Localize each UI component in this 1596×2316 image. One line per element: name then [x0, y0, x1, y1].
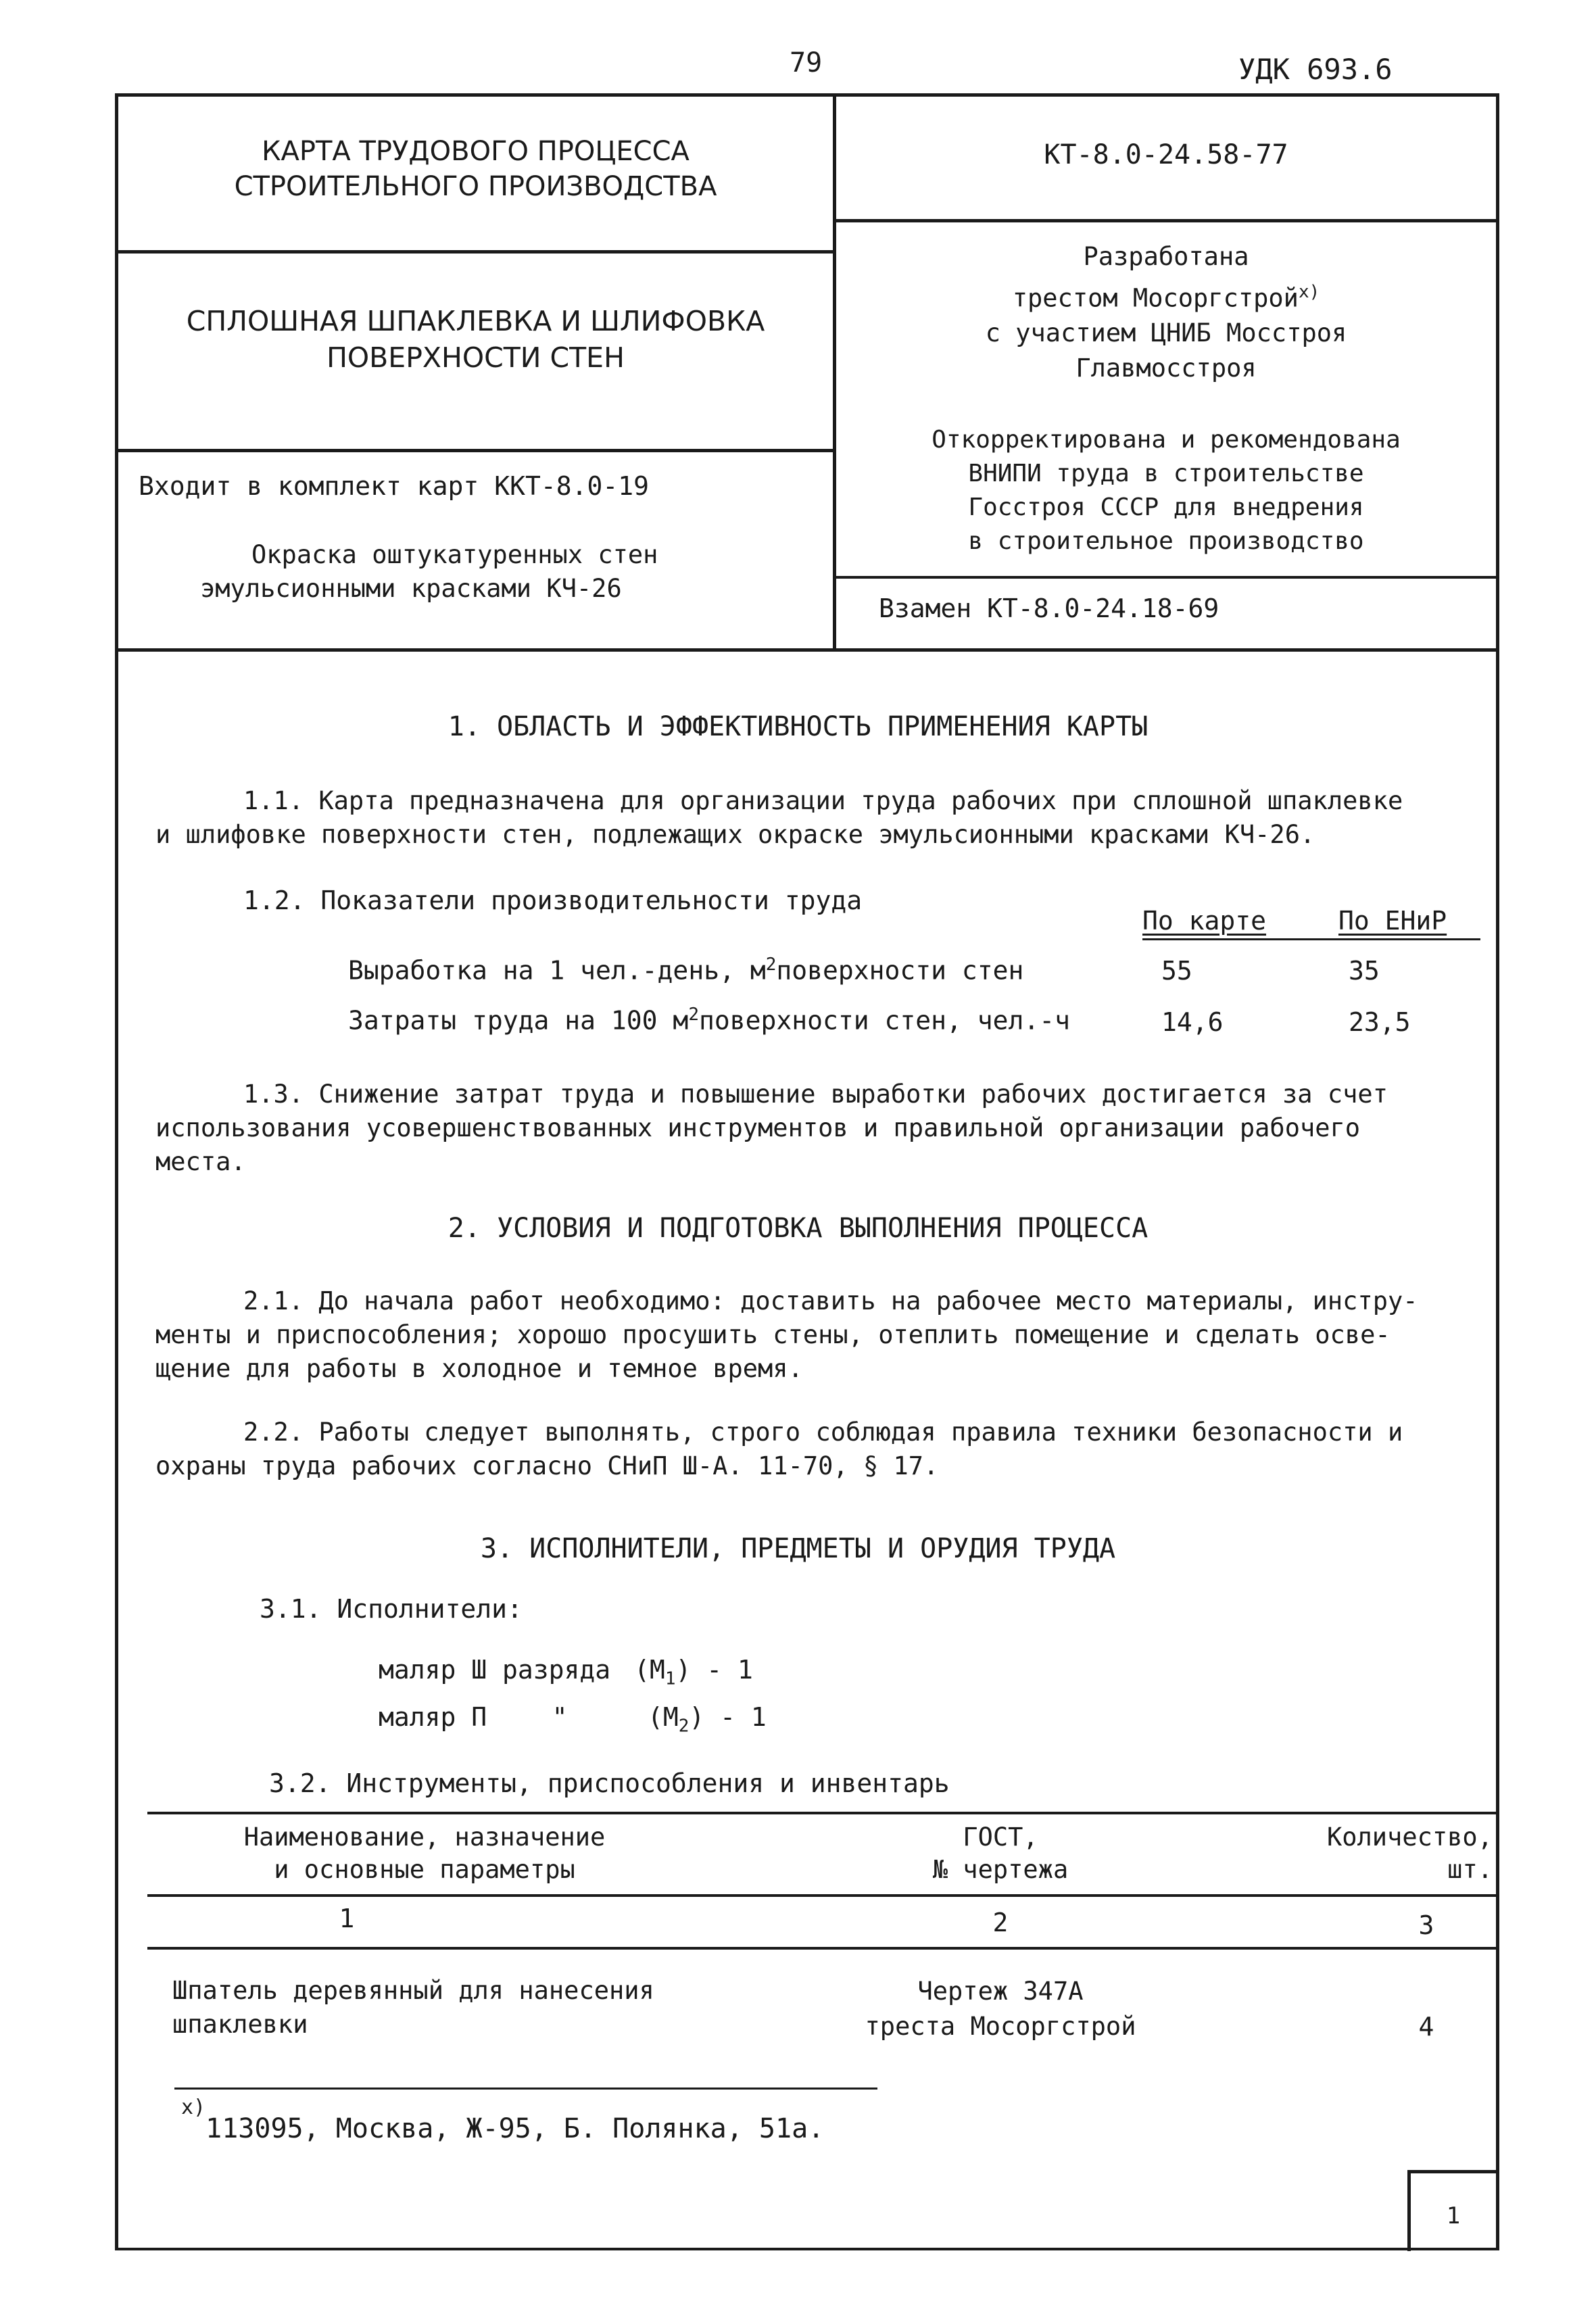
worker1-code: (М — [634, 1655, 665, 1685]
row2-label: Затраты труда на 100 м — [348, 1005, 689, 1036]
row1-label: Выработка на 1 чел.-день, м — [348, 955, 766, 986]
paragraph-2-1 — [155, 1284, 1480, 1386]
row1-card-value: 55 — [1161, 956, 1192, 986]
worker2-code: (М — [647, 1702, 679, 1732]
page-border-left — [115, 652, 118, 2250]
table-header-gost — [838, 1821, 1163, 1886]
r1-gost-line2: треста Мосоргстрой — [865, 2012, 1136, 2041]
developed-line2 — [836, 274, 1496, 316]
corrected-line3: Госстроя СССР для внедрения — [968, 493, 1364, 521]
p13-line2: использования усовершенствованных инструментов и правильной организации рабочего — [155, 1113, 1361, 1142]
p21-line1: 2.1. До начала работ необходимо: доставить на рабочее место материалы, инстру- — [243, 1286, 1418, 1316]
table-header-rule — [147, 1894, 1496, 1897]
footnote-mark: x) — [181, 2096, 206, 2119]
p13-line1: 1.3. Снижение затрат труда и повышение выработки рабочих достигается за счет — [243, 1080, 1388, 1109]
indicator-row-labor — [348, 1005, 1070, 1036]
p13-line3: места. — [155, 1147, 246, 1176]
worker1-count: ) - 1 — [675, 1655, 753, 1685]
row1-sup: 2 — [765, 955, 777, 975]
paragraph-1-1 — [155, 784, 1480, 852]
set-line: Входит в комплект карт ККТ-8.0-19 — [139, 471, 649, 501]
developed-by — [836, 239, 1496, 386]
r1-name-line2: шпаклевки — [172, 2010, 308, 2039]
row2-label-tail: поверхности стен, чел.-ч — [698, 1005, 1071, 1036]
card-title-line1: СПЛОШНАЯ ШПАКЛЕВКА И ШЛИФОВКА — [186, 305, 765, 337]
header-divider-left-1 — [115, 250, 835, 254]
card-title — [118, 303, 833, 376]
worker1-sub: 1 — [664, 1668, 676, 1689]
table-header-qty — [1305, 1821, 1493, 1886]
corrected-by — [836, 423, 1496, 558]
paragraph-1-2: 1.2. Показатели производительности труда — [243, 886, 863, 915]
ditto-mark: " — [552, 1702, 568, 1732]
corrected-line1: Откорректирована и рекомендована — [932, 426, 1401, 454]
header-divider-left-2 — [115, 449, 835, 452]
r1-name-line1: Шпатель деревянный для нанесения — [172, 1976, 654, 2005]
card-type — [118, 134, 833, 204]
table-row-1-gost — [838, 1974, 1163, 2044]
sheet-number: 1 — [1446, 2202, 1461, 2229]
card-type-line2: СТРОИТЕЛЬНОГО ПРОИЗВОДСТВА — [234, 171, 717, 202]
set-name — [200, 538, 658, 606]
header-divider-right-2 — [833, 576, 1499, 579]
worker-row-1 — [379, 1655, 753, 1689]
worker2-title: маляр П — [379, 1702, 487, 1732]
col-number-3: 3 — [1418, 1910, 1434, 1940]
footnote-text: 113095, Москва, Ж-95, Б. Полянка, 51а. — [205, 2113, 825, 2144]
p21-line2: менты и приспособления; хорошо просушить стены, отеплить помещение и сделать осве- — [155, 1320, 1391, 1349]
set-name-line1: Окраска оштукатуренных стен — [251, 540, 658, 569]
table-header-name — [147, 1821, 702, 1886]
developed-line4: Главмосстроя — [1075, 354, 1257, 383]
th-gost-line1: ГОСТ, — [963, 1823, 1038, 1852]
developed-org: трестом Мосоргстрой — [1012, 283, 1299, 313]
corrected-line4: в строительное производство — [968, 527, 1364, 555]
paragraph-3-1: 3.1. Исполнители: — [260, 1594, 523, 1624]
indicator-row-output — [348, 955, 1023, 986]
r1-gost-line1: Чертеж 347А — [917, 1977, 1084, 2006]
table-numbers-rule — [147, 1947, 1496, 1950]
footnote-ref-mark: x) — [1298, 282, 1320, 302]
paragraph-3-2: 3.2. Инструменты, приспособления и инвентарь — [269, 1768, 950, 1798]
table-row-1-name — [172, 1974, 654, 2042]
udk-code: УДК 693.6 — [1238, 53, 1393, 86]
row2-sup: 2 — [688, 1005, 699, 1025]
section1-heading: 1. ОБЛАСТЬ И ЭФФЕКТИВНОСТЬ ПРИМЕНЕНИЯ КАРТЫ — [448, 711, 1148, 742]
section2-heading: 2. УСЛОВИЯ И ПОДГОТОВКА ВЫПОЛНЕНИЯ ПРОЦЕССА — [448, 1213, 1148, 1244]
footnote-rule — [174, 2088, 877, 2090]
worker2-count: ) - 1 — [689, 1702, 767, 1732]
card-code: КТ-8.0-24.58-77 — [1044, 139, 1288, 170]
card-type-line1: КАРТА ТРУДОВОГО ПРОЦЕССА — [262, 136, 690, 167]
col-header-underline — [1142, 938, 1480, 940]
card-title-line2: ПОВЕРХНОСТИ СТЕН — [327, 341, 625, 374]
developed-line1: Разработана — [1083, 242, 1249, 271]
footnote — [181, 2096, 824, 2144]
col-header-enir: По ЕНиР — [1338, 906, 1447, 936]
p11-line2: и шлифовке поверхности стен, подлежащих окраске эмульсионными красками КЧ-26. — [155, 820, 1315, 849]
col-number-1: 1 — [339, 1904, 355, 1933]
sheet-box-top — [1407, 2170, 1499, 2173]
col-number-2: 2 — [992, 1908, 1009, 1937]
replaces-line: Взамен КТ-8.0-24.18-69 — [879, 594, 1219, 623]
table-top-rule — [147, 1812, 1496, 1814]
worker-row-2 — [379, 1702, 767, 1737]
row1-label-tail: поверхности стен — [776, 955, 1024, 986]
page-number: 79 — [790, 47, 823, 78]
row1-enir-value: 35 — [1349, 956, 1380, 986]
th-gost-line2: № чертежа — [932, 1855, 1069, 1884]
th-qty-line2: шт. — [1447, 1855, 1493, 1884]
section3-heading: 3. ИСПОЛНИТЕЛИ, ПРЕДМЕТЫ И ОРУДИЯ ТРУДА — [480, 1533, 1116, 1564]
page-border-bottom — [115, 2248, 1499, 2250]
page-border-right — [1496, 652, 1499, 2250]
set-name-line2: эмульсионными красками КЧ-26 — [200, 574, 622, 603]
worker1-title: маляр Ш разряда — [379, 1655, 611, 1685]
th-qty-line1: Количество, — [1326, 1823, 1493, 1852]
th-name-line1: Наименование, назначение — [243, 1823, 606, 1852]
p11-line1: 1.1. Карта предназначена для организации труда рабочих при сплошной шпаклевке — [243, 786, 1403, 815]
header-divider-right-1 — [833, 219, 1499, 222]
row2-enir-value: 23,5 — [1349, 1007, 1411, 1037]
p22-line2: охраны труда рабочих согласно СНиП Ш-А. 11-70, § 17. — [155, 1451, 939, 1480]
worker2-sub: 2 — [678, 1716, 690, 1737]
developed-line3: с участием ЦНИБ Мосстроя — [985, 318, 1347, 348]
paragraph-2-2 — [155, 1416, 1480, 1483]
col-header-card: По карте — [1142, 906, 1267, 936]
th-name-line2: и основные параметры — [274, 1855, 575, 1884]
row2-card-value: 14,6 — [1161, 1007, 1224, 1037]
paragraph-1-3 — [155, 1078, 1480, 1179]
p22-line1: 2.2. Работы следует выполнять, строго соблюдая правила техники безопасности и — [243, 1418, 1403, 1447]
table-row-1-qty: 4 — [1418, 2012, 1434, 2042]
corrected-line2: ВНИПИ труда в строительстве — [968, 460, 1364, 487]
p21-line3: щение для работы в холодное и темное время. — [155, 1354, 803, 1383]
